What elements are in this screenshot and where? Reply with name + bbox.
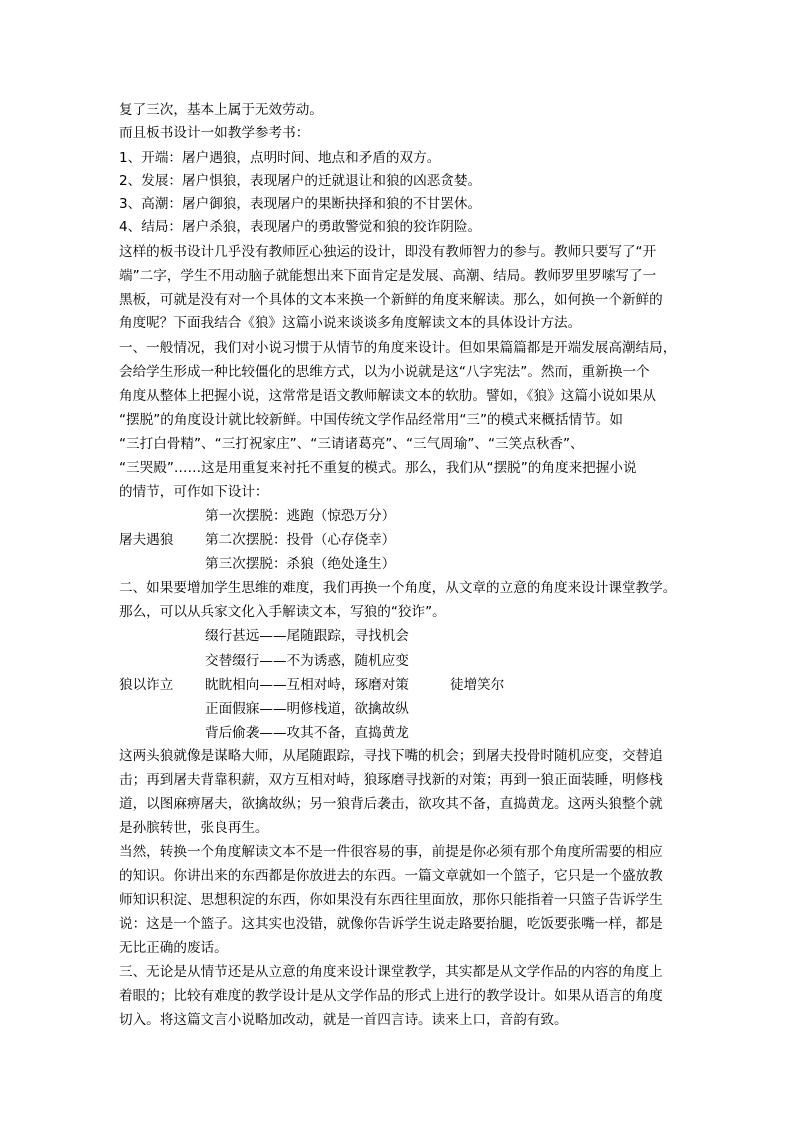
text-line: 二、如果要增加学生思维的难度，我们再换一个角度，从文章的立意的角度来设计课堂教学。 <box>119 580 677 596</box>
text-line: 一、一般情况，我们对小说习惯于从情节的角度来设计。但如果篇篇都是开端发展高潮结局， <box>119 340 677 356</box>
wolf-item: 眈眈相向——互相对峙，琢磨对策 <box>205 677 409 693</box>
text-line: 角度从整体上把握小说，这常常是语文教师解读文本的软肋。譬如，《狼》这篇小说如果从 <box>119 388 656 404</box>
text-line: 是孙膑转世，张良再生。 <box>119 820 269 836</box>
escape-item: 第一次摆脱：逃跑（惊恐万分） <box>205 508 396 524</box>
text-line: 说：这是一个篮子。这其实也没错，就像你告诉学生说走路要抬腿，吃饭要张嘴一样，都是 <box>119 916 663 932</box>
text-line: 2、发展：屠户惧狼，表现屠户的迁就退让和狼的凶恶贪婪。 <box>119 173 482 189</box>
text-line: 的情节，可作如下设计： <box>119 484 269 500</box>
text-line: “三哭殿”……这是用重复来衬托不重复的模式。那么，我们从“摆脱”的角度来把握小说 <box>119 460 637 476</box>
text-line: 3、高潮：屠户御狼，表现屠户的果断抉择和狼的不甘罢休。 <box>119 196 482 212</box>
text-line: 角度呢？下面我结合《狼》这篇小说来谈谈多角度解读文本的具体设计方法。 <box>119 315 582 331</box>
text-line: 无比正确的废话。 <box>119 940 228 956</box>
text-line: “摆脱”的角度设计就比较新鲜。中国传统文学作品经常用“三”的模式来概括情节。如 <box>119 412 623 428</box>
text-line: 黑板，可就是没有对一个具体的文本来换一个新鲜的角度来解读。那么，如何换一个新鲜的 <box>119 292 663 308</box>
wolf-tail: 徒增笑尔 <box>450 677 505 693</box>
text-line: 道，以图麻痹屠夫，欲擒故纵；另一狼背后袭击，欲攻其不备，直捣黄龙。这两头狼整个就 <box>119 796 663 812</box>
text-line: 1、开端：屠户遇狼，点明时间、地点和矛盾的双方。 <box>119 150 441 166</box>
text-line: 这样的板书设计几乎没有教师匠心独运的设计，即没有教师智力的参与。教师只要写了“开 <box>119 244 657 260</box>
text-line: 击；再到屠夫背靠积薪，双方互相对峙，狼琢磨寻找新的对策；再到一狼正面装睡，明修栈 <box>119 772 663 788</box>
wolf-item: 正面假寐——明修栈道，欲擒故纵 <box>205 701 409 717</box>
text-line: 这两头狼就像是谋略大师，从尾随跟踪，寻找下嘴的机会；到屠夫投骨时随机应变，交替追 <box>119 748 663 764</box>
text-line: 会给学生形成一种比较僵化的思维方式，以为小说就是这“八字宪法”。然而，重新换一个 <box>119 364 650 380</box>
text-line: 那么，可以从兵家文化入手解读文本，写狼的“狡诈”。 <box>119 604 446 620</box>
text-line: 着眼的；比较有难度的教学设计是从文学作品的形式上进行的教学设计。如果从语言的角度 <box>119 988 663 1004</box>
text-line: 而且板书设计一如教学参考书： <box>119 125 310 141</box>
escape-item: 第二次摆脱：投骨（心存侥幸） <box>205 532 396 548</box>
escape-label: 屠夫遇狼 <box>119 532 174 548</box>
wolf-item: 交替缀行——不为诱惑，随机应变 <box>205 653 409 669</box>
text-line: 师知识积淀、思想积淀的东西，你如果没有东西往里面放，那你只能指着一只篮子告诉学生 <box>119 892 663 908</box>
text-line: 复了三次，基本上属于无效劳动。 <box>119 102 323 118</box>
text-line: 切入。将这篇文言小说略加改动，就是一首四言诗。读来上口，音韵有致。 <box>119 1012 568 1028</box>
text-line: 端”二字，学生不用动脑子就能想出来下面肯定是发展、高潮、结局。教师罗里罗嗦写了一 <box>119 268 657 284</box>
wolf-item: 缀行甚远——尾随跟踪，寻找机会 <box>205 628 409 644</box>
text-line: 的知识。你讲出来的东西都是你放进去的东西。一篇文章就如一个篮子，它只是一个盛放教 <box>119 868 663 884</box>
text-line: “三打白骨精”、“三打祝家庄”、“三请诸葛亮”、“三气周瑜”、“三笑点秋香”、 <box>119 436 584 452</box>
wolf-item: 背后偷袭——攻其不备，直捣黄龙 <box>205 725 409 741</box>
wolf-label: 狼以诈立 <box>119 677 174 693</box>
text-line: 三、无论是从情节还是从立意的角度来设计课堂教学，其实都是从文学作品的内容的角度上 <box>119 964 663 980</box>
text-line: 4、结局：屠户杀狼，表现屠户的勇敢警觉和狼的狡诈阴险。 <box>119 219 482 235</box>
escape-item: 第三次摆脱：杀狼（绝处逢生） <box>205 556 396 572</box>
text-line: 当然，转换一个角度解读文本不是一件很容易的事，前提是你必须有那个角度所需要的相应 <box>119 844 663 860</box>
